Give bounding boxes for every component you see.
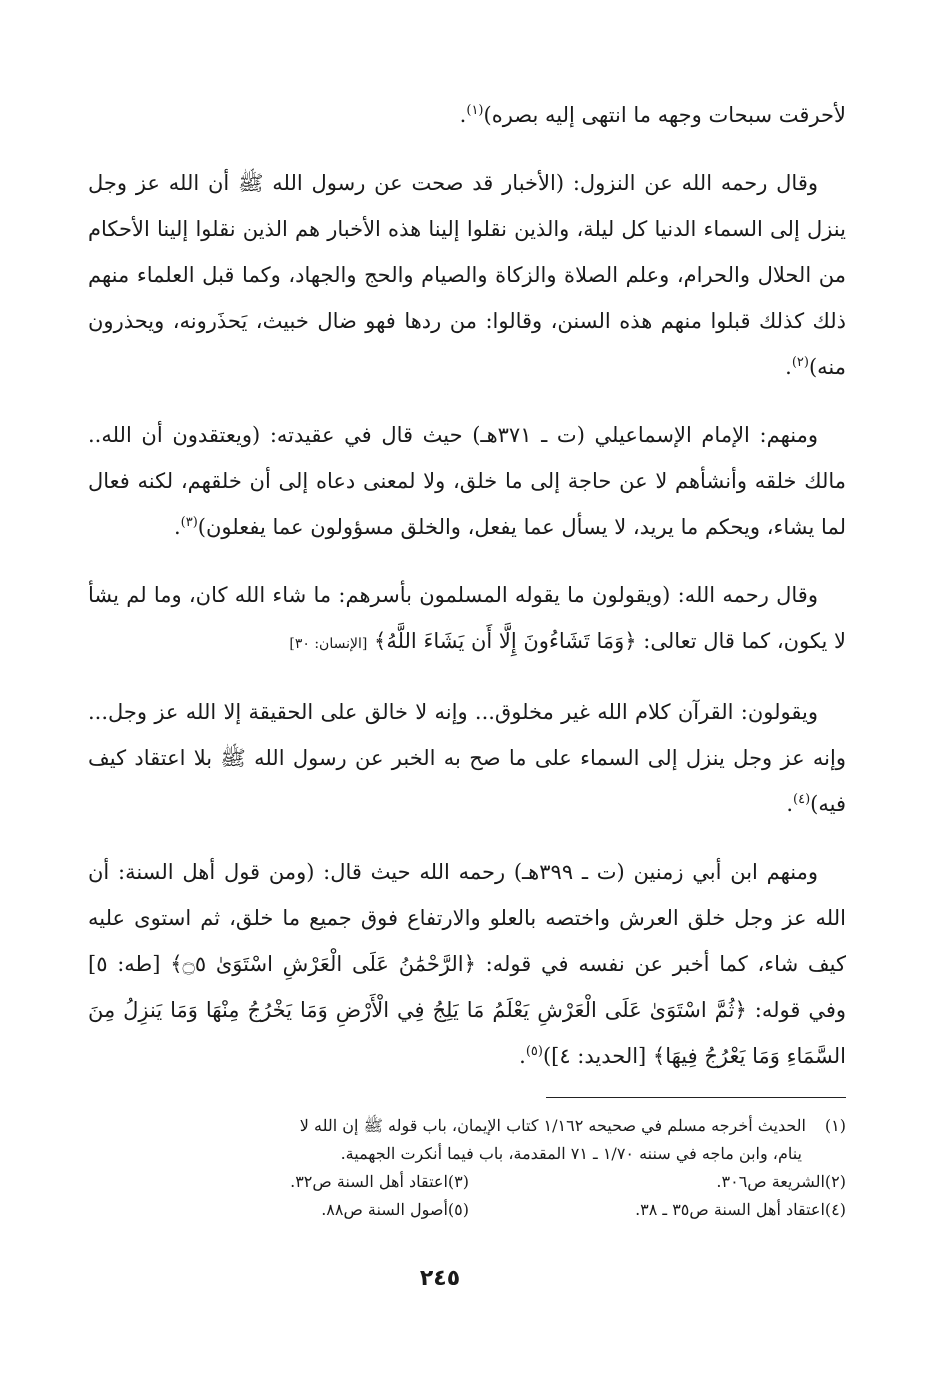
- footnote-ref-1[interactable]: (١): [466, 103, 484, 118]
- paragraph-3-tail: .: [173, 515, 181, 539]
- paragraph-6-text: ومنهم ابن أبي زمنين (ت ـ ٣٩٩هـ) رحمه الله حيث قال: (ومن قول أهل السنة: أن الله عز وجل خلق العرش واختصه بالعلو والارتفاع فوق جميع ما خلق، ثم استوى عليه كيف شاء، كما أخبر عن نفسه في قوله: ﴿الرَّحْمَٰنُ عَلَى الْعَرْشِ اسْتَوَىٰ ۝٥﴾ [طه: ٥] وفي قوله: ﴿ثُمَّ اسْتَوَىٰ عَلَى الْعَرْشِ يَعْلَمُ مَا يَلِجُ فِي الْأَرْضِ وَمَا يَخْرُجُ مِنْهَا وَمَا يَنزِلُ مِنَ السَّمَاءِ وَمَا يَعْرُجُ فِيهَا﴾ [الحديد: ٤]): [88, 860, 846, 1068]
- footnote-4: [469, 1196, 846, 1224]
- footnote-1: [92, 1112, 846, 1140]
- paragraph-1: [88, 92, 846, 138]
- footnotes: [92, 1112, 846, 1224]
- paragraph-3: [88, 412, 846, 550]
- page-number: ٢٤٥: [419, 1266, 461, 1291]
- footnote-text: الحديث أخرجه مسلم في صحيحه ١/١٦٢ كتاب الإيمان، باب قوله ﷺ إن الله لا: [299, 1116, 806, 1135]
- footnote-text: أصول السنة ص٨٨.: [321, 1200, 448, 1219]
- verse-reference: [الإنسان: ٣٠]: [289, 636, 368, 652]
- page-body: [88, 92, 846, 1101]
- footnote-row: [92, 1196, 846, 1224]
- footnote-text: اعتقاد أهل السنة ص٣٥ ـ ٣٨.: [635, 1200, 825, 1219]
- paragraph-2-text: وقال رحمه الله عن النزول: (الأخبار قد صحت عن رسول الله ﷺ أن الله عز وجل ينزل إلى السماء الدنيا كل ليلة، والذين نقلوا إلينا هذه الأخبار هم الذين نقلوا إلينا الأحكام من الحلال والحرام، وعلم الصلاة والزكاة والصيام والحج والجهاد، وكما قبل العلماء منهم ذلك كذلك قبلوا منهم هذه السنن، وقالوا: من ردها فهو ضال خبيث، يَحذَرونه، ويحذرون منه): [88, 171, 846, 379]
- footnote-text: الشريعة ص٣٠٦.: [716, 1172, 825, 1191]
- paragraph-6: [88, 849, 846, 1079]
- paragraph-5-tail: .: [786, 792, 794, 816]
- footnote-ref-4[interactable]: (٤): [793, 792, 811, 807]
- footnote-number: (٣): [447, 1172, 469, 1191]
- paragraph-1-tail: .: [459, 103, 467, 127]
- paragraph-5: [88, 689, 846, 827]
- paragraph-3-text: ومنهم: الإمام الإسماعيلي (ت ـ ٣٧١هـ) حيث قال في عقيدته: (ويعتقدون أن الله.. مالك خلقه وأنشأهم لا عن حاجة إلى ما خلق، ولا لمعنى دعاه إلى أن خلقهم، لكنه فعال لما يشاء، ويحكم ما يريد، لا يسأل عما يفعل، والخلق مسؤولون عما يفعلون): [88, 423, 846, 539]
- footnote-number: (١): [824, 1116, 846, 1135]
- footnote-number: (٥): [447, 1200, 469, 1219]
- footnote-number: (٢): [824, 1172, 846, 1191]
- footnote-text: اعتقاد أهل السنة ص٣٢.: [290, 1172, 448, 1191]
- footnote-3: [92, 1168, 469, 1196]
- footnote-ref-2[interactable]: (٢): [791, 355, 809, 370]
- footnote-5: [92, 1196, 469, 1224]
- footnote-1-continuation: ينام، وابن ماجه في سننه ١/٧٠ ـ ٧١ المقدمة، باب فيما أنكرت الجهمية.: [340, 1144, 802, 1163]
- footnote-ref-5[interactable]: (٥): [525, 1044, 543, 1059]
- footnote-number: (٤): [824, 1200, 846, 1219]
- footnote-row: [92, 1168, 846, 1196]
- footnote-divider: [546, 1097, 846, 1098]
- paragraph-4: [88, 572, 846, 667]
- paragraph-2: [88, 160, 846, 390]
- footnote-2: [469, 1168, 846, 1196]
- paragraph-6-tail: .: [519, 1044, 526, 1068]
- paragraph-2-tail: .: [785, 355, 792, 379]
- paragraph-4-text: وقال رحمه الله: (ويقولون ما يقوله المسلمون بأسرهم: ما شاء الله كان، وما لم يشأ لا يكون، كما قال تعالى: ﴿وَمَا تَشَاءُونَ إِلَّا أَن يَشَاءَ اللَّهُ﴾: [88, 583, 846, 653]
- footnote-ref-3[interactable]: (٣): [180, 515, 198, 530]
- paragraph-1-text: لأحرقت سبحات وجهه ما انتهى إليه بصره): [483, 103, 846, 127]
- paragraph-5-text: ويقولون: القرآن كلام الله غير مخلوق... وإنه لا خالق على الحقيقة إلا الله عز وجل... وإنه عز وجل ينزل إلى السماء على ما صح به الخبر عن رسول الله ﷺ بلا اعتقاد كيف فيه): [88, 700, 846, 816]
